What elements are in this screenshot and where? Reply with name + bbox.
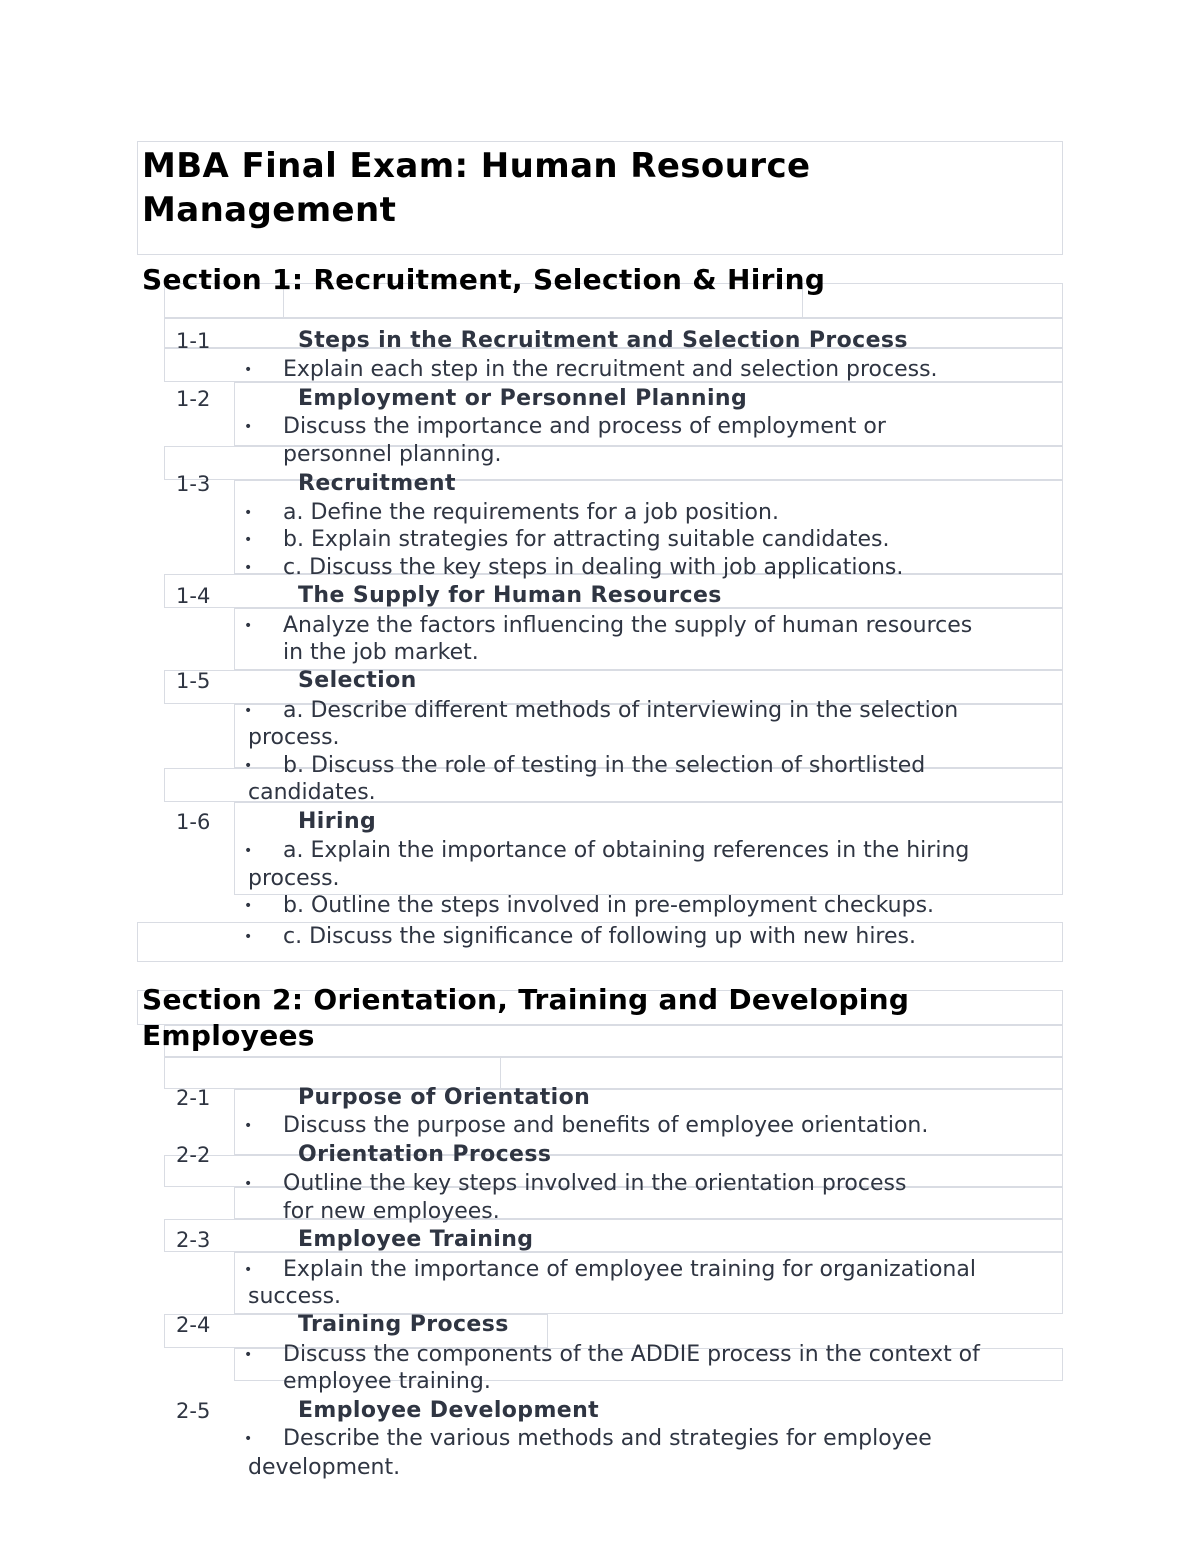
document-title-line: MBA Final Exam: Human Resource: [142, 146, 811, 186]
item-line: b. Explain strategies for attracting suitable candidates.: [283, 527, 890, 552]
item-line: process.: [248, 866, 340, 891]
bullet-icon: •: [244, 1347, 253, 1363]
document-title-line: Management: [142, 190, 397, 230]
item-number: 1-2: [176, 387, 211, 411]
item-number: 2-4: [176, 1313, 211, 1337]
item-number: 2-3: [176, 1228, 211, 1252]
item-line: a. Define the requirements for a job position.: [283, 500, 779, 525]
item-heading: Employee Training: [298, 1227, 534, 1252]
bullet-icon: •: [244, 758, 253, 774]
item-heading: Orientation Process: [298, 1142, 552, 1167]
item-heading: Steps in the Recruitment and Selection Process: [298, 328, 908, 353]
section-2-title: [142, 982, 909, 1054]
bullet-icon: •: [244, 1262, 253, 1278]
bullet-icon: •: [244, 703, 253, 719]
item-line: Discuss the importance and process of employment or: [283, 414, 886, 439]
bullet-icon: •: [244, 929, 253, 945]
document-title: [142, 144, 810, 232]
item-line: c. Discuss the significance of following up with new hires.: [283, 924, 916, 949]
item-line: for new employees.: [283, 1199, 500, 1224]
bullet-icon: •: [244, 532, 253, 548]
item-line: Describe the various methods and strategies for employee: [283, 1426, 932, 1451]
item-line: success.: [248, 1284, 342, 1309]
bullet-icon: •: [244, 618, 253, 634]
item-line: b. Discuss the role of testing in the selection of shortlisted: [283, 753, 926, 778]
item-heading: Employment or Personnel Planning: [298, 386, 748, 411]
item-number: 2-1: [176, 1086, 211, 1110]
item-line: candidates.: [248, 780, 376, 805]
section-title-line: Section 2: Orientation, Training and Developing: [142, 983, 910, 1016]
bullet-icon: •: [244, 898, 253, 914]
item-line: Outline the key steps involved in the orientation process: [283, 1171, 907, 1196]
item-line: Discuss the components of the ADDIE process in the context of: [283, 1342, 980, 1367]
item-heading: Selection: [298, 668, 417, 693]
item-number: 2-2: [176, 1143, 211, 1167]
item-line: c. Discuss the key steps in dealing with job applications.: [283, 555, 904, 580]
item-line: personnel planning.: [283, 442, 502, 467]
bullet-icon: •: [244, 362, 253, 378]
section-1-title: Section 1: Recruitment, Selection & Hiring: [142, 263, 826, 296]
item-line: b. Outline the steps involved in pre-employment checkups.: [283, 893, 935, 918]
item-number: 1-3: [176, 472, 211, 496]
item-heading: Training Process: [298, 1312, 509, 1337]
bullet-icon: •: [244, 843, 253, 859]
item-line: in the job market.: [283, 640, 479, 665]
item-heading: Hiring: [298, 809, 377, 834]
bullet-icon: •: [244, 1176, 253, 1192]
item-line: a. Explain the importance of obtaining references in the hiring: [283, 838, 970, 863]
item-number: 2-5: [176, 1399, 211, 1423]
item-line: Explain the importance of employee training for organizational: [283, 1257, 976, 1282]
item-line: Explain each step in the recruitment and selection process.: [283, 357, 938, 382]
item-line: a. Describe different methods of interviewing in the selection: [283, 698, 959, 723]
item-heading: The Supply for Human Resources: [298, 583, 722, 608]
item-number: 1-1: [176, 329, 211, 353]
item-heading: Purpose of Orientation: [298, 1085, 591, 1110]
bullet-icon: •: [244, 505, 253, 521]
item-line: development.: [248, 1455, 401, 1480]
item-line: process.: [248, 725, 340, 750]
item-number: 1-4: [176, 584, 211, 608]
bullet-icon: •: [244, 1431, 253, 1447]
item-number: 1-5: [176, 669, 211, 693]
item-heading: Employee Development: [298, 1398, 600, 1423]
bullet-icon: •: [244, 560, 253, 576]
bullet-icon: •: [244, 1118, 253, 1134]
item-line: employee training.: [283, 1369, 491, 1394]
item-heading: Recruitment: [298, 471, 456, 496]
item-line: Discuss the purpose and benefits of employee orientation.: [283, 1113, 929, 1138]
section-title-line: Employees: [142, 1019, 315, 1052]
item-number: 1-6: [176, 810, 211, 834]
item-line: Analyze the factors influencing the supply of human resources: [283, 613, 973, 638]
bullet-icon: •: [244, 419, 253, 435]
